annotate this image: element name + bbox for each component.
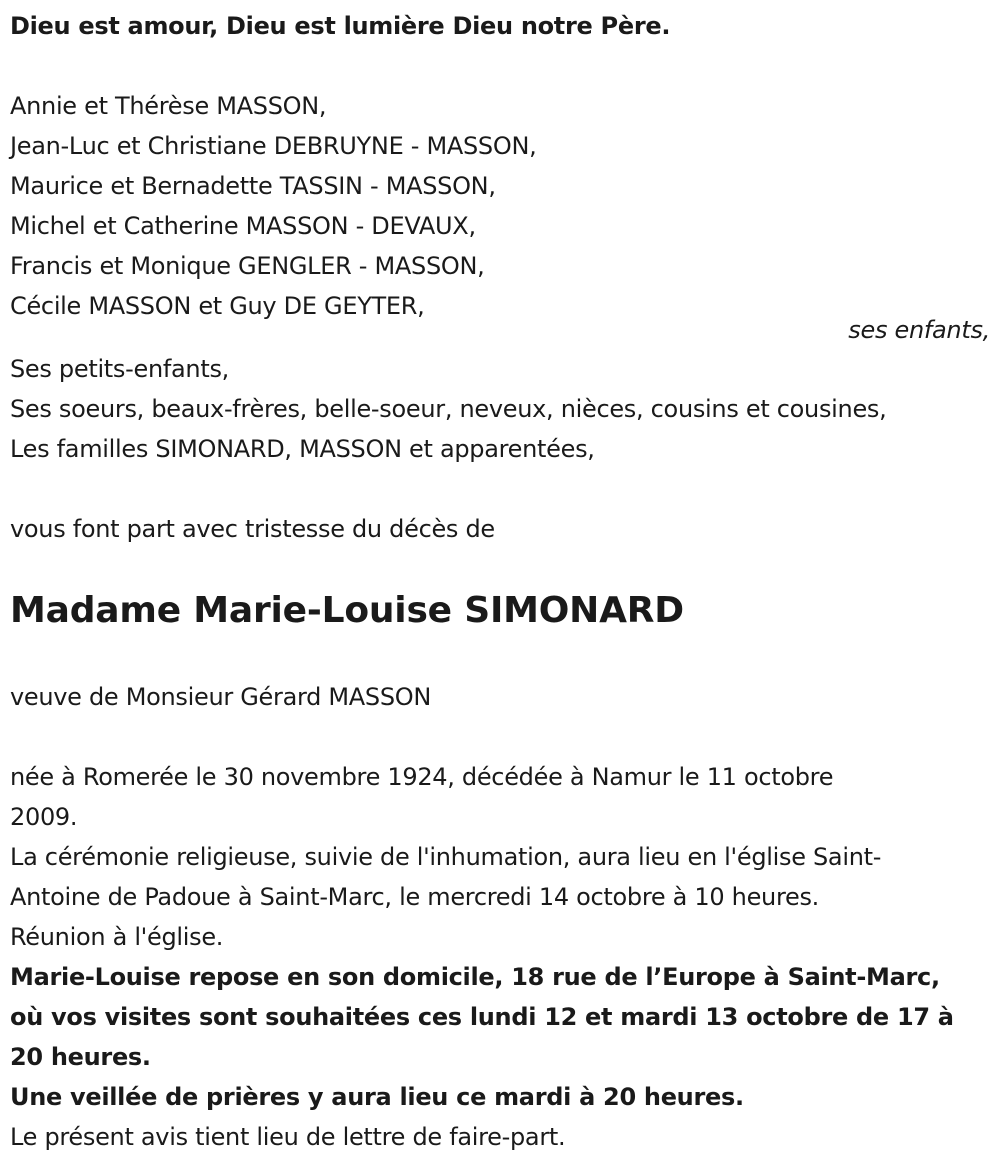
- children-line: Maurice et Bernadette TASSIN - MASSON,: [10, 172, 496, 200]
- family-line: Ses soeurs, beaux-frères, belle-soeur, neveux, nièces, cousins et cousines,: [10, 395, 887, 423]
- visits-line: 20 heures.: [10, 1043, 151, 1071]
- family-list: [10, 349, 886, 469]
- widow-of: veuve de Monsieur Gérard MASSON: [10, 683, 432, 711]
- children-line: Cécile MASSON et Guy DE GEYTER,: [10, 292, 425, 320]
- family-line: Ses petits-enfants,: [10, 355, 229, 383]
- family-line: Les familles SIMONARD, MASSON et apparentées,: [10, 435, 595, 463]
- details-line: née à Romerée le 30 novembre 1924, décédée à Namur le 11 octobre: [10, 763, 834, 791]
- details-line: Réunion à l'église.: [10, 923, 224, 951]
- children-line: Michel et Catherine MASSON - DEVAUX,: [10, 212, 476, 240]
- details-block: [10, 757, 954, 1157]
- visits-line: où vos visites sont souhaitées ces lundi 12 et mardi 13 octobre de 17 à: [10, 1003, 954, 1031]
- children-role: ses enfants,: [848, 316, 990, 344]
- children-line: Francis et Monique GENGLER - MASSON,: [10, 252, 485, 280]
- details-line: 2009.: [10, 803, 78, 831]
- deceased-name: Madame Marie-Louise SIMONARD: [10, 590, 684, 631]
- children-list: [10, 86, 536, 326]
- children-line: Annie et Thérèse MASSON,: [10, 92, 327, 120]
- announcement-block: [10, 509, 495, 549]
- details-line: La cérémonie religieuse, suivie de l'inhumation, aura lieu en l'église Saint-: [10, 843, 882, 871]
- closing-line: Le présent avis tient lieu de lettre de faire-part.: [10, 1123, 566, 1151]
- announcement: vous font part avec tristesse du décès de: [10, 515, 495, 543]
- details-line: Antoine de Padoue à Saint-Marc, le mercredi 14 octobre à 10 heures.: [10, 883, 820, 911]
- widow-block: [10, 677, 431, 717]
- children-line: Jean-Luc et Christiane DEBRUYNE - MASSON,: [10, 132, 537, 160]
- vigil-line: Une veillée de prières y aura lieu ce mardi à 20 heures.: [10, 1083, 744, 1111]
- opening-verse: Dieu est amour, Dieu est lumière Dieu notre Père.: [10, 12, 671, 40]
- visits-line: Marie-Louise repose en son domicile, 18 rue de l’Europe à Saint-Marc,: [10, 963, 940, 991]
